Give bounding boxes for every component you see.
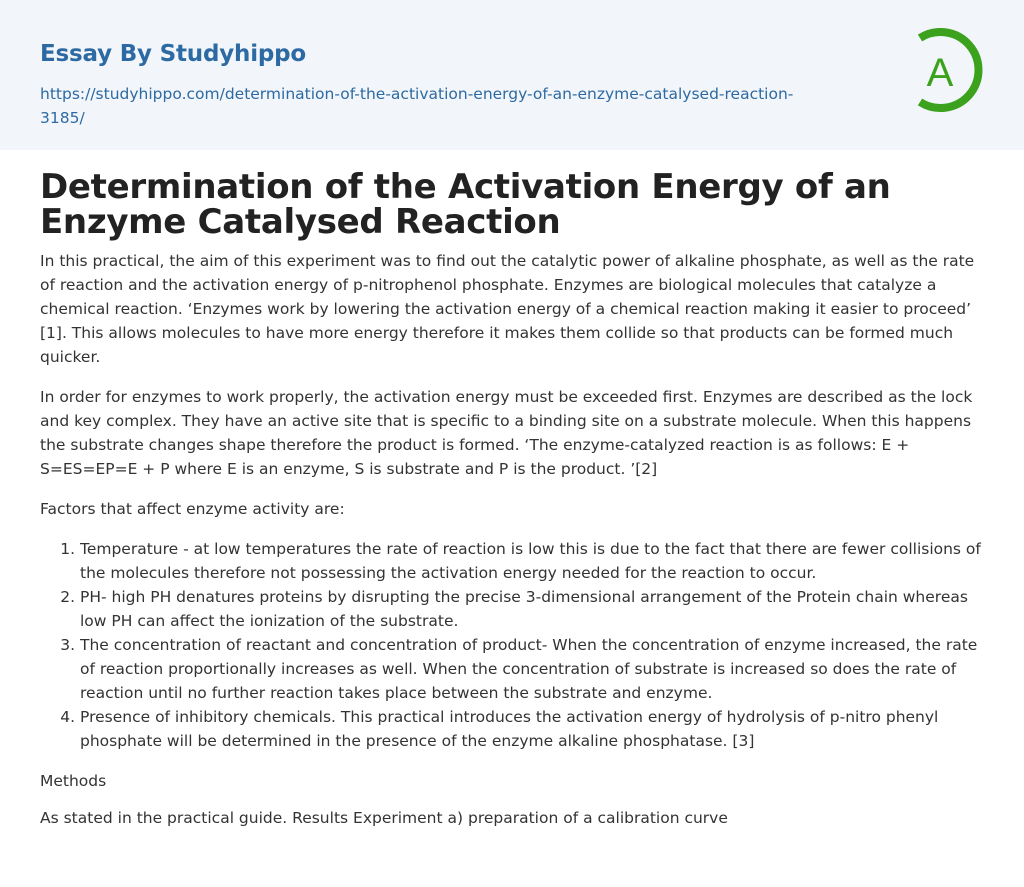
site-brand[interactable]: Essay By Studyhippo — [40, 41, 307, 67]
list-item: 4. Presence of inhibitory chemicals. This practical introduces the activation energy of hydrolysis of p-nitro phenyl phosphate will be determined in the presence of the enzyme alkaline phosphatase. [3] — [80, 705, 985, 753]
logo-letter: A — [926, 51, 954, 95]
article-body — [40, 167, 985, 830]
list-item: 3. The concentration of reactant and concentration of product- When the concentration of enzyme increased, the rate of reaction proportionally increases as well. When the concentration of substrate is increased so does the rate of reaction until no further reaction takes place between the substrate and enzyme. — [80, 633, 985, 705]
list-item: 2. PH- high PH denatures proteins by disrupting the precise 3-dimensional arrangement of the Protein chain whereas low PH can affect the ionization of the substrate. — [80, 585, 985, 633]
factors-list — [40, 537, 985, 753]
article-title: Determination of the Activation Energy of an Enzyme Catalysed Reaction — [40, 167, 891, 242]
site-header — [0, 0, 1024, 150]
logo-graphic — [906, 28, 990, 118]
methods-heading: Methods — [40, 772, 107, 790]
results-paragraph: As stated in the practical guide. Results Experiment a) preparation of a calibration curve — [40, 809, 728, 827]
list-item: 1. Temperature - at low temperatures the rate of reaction is low this is due to the fact that there are fewer collisions of the molecules therefore not possessing the activation energy needed for the reaction to occur. — [80, 537, 985, 585]
paragraph-intro: In this practical, the aim of this experiment was to find out the catalytic power of alkaline phosphate, as well as the rate of reaction and the activation energy of p-nitrophenol phosphate. Enzymes are biological molecules that catalyze a chemical reaction. ‘Enzymes work by lowering the activation energy of a chemical reaction making it easier to proceed’ [1]. This allows molecules to have more energy therefore it makes them collide so that products can be formed much quicker. — [40, 252, 975, 366]
factors-intro: Factors that affect enzyme activity are: — [40, 500, 345, 518]
studyhippo-logo-icon[interactable] — [906, 28, 990, 118]
essay-url-link[interactable]: https://studyhippo.com/determination-of-the-activation-energy-of-an-enzyme-catalysed-reaction-3185/ — [40, 85, 794, 127]
paragraph-lock-and-key: In order for enzymes to work properly, the activation energy must be exceeded first. Enzymes are described as the lock and key complex. They have an active site that is specific to a binding site on a substrate molecule. When this happens the substrate changes shape therefore the product is formed. ‘The enzyme-catalyzed reaction is as follows: E + S=ES=EP=E + P where E is an enzyme, S is substrate and P is the product. ’[2] — [40, 388, 973, 478]
